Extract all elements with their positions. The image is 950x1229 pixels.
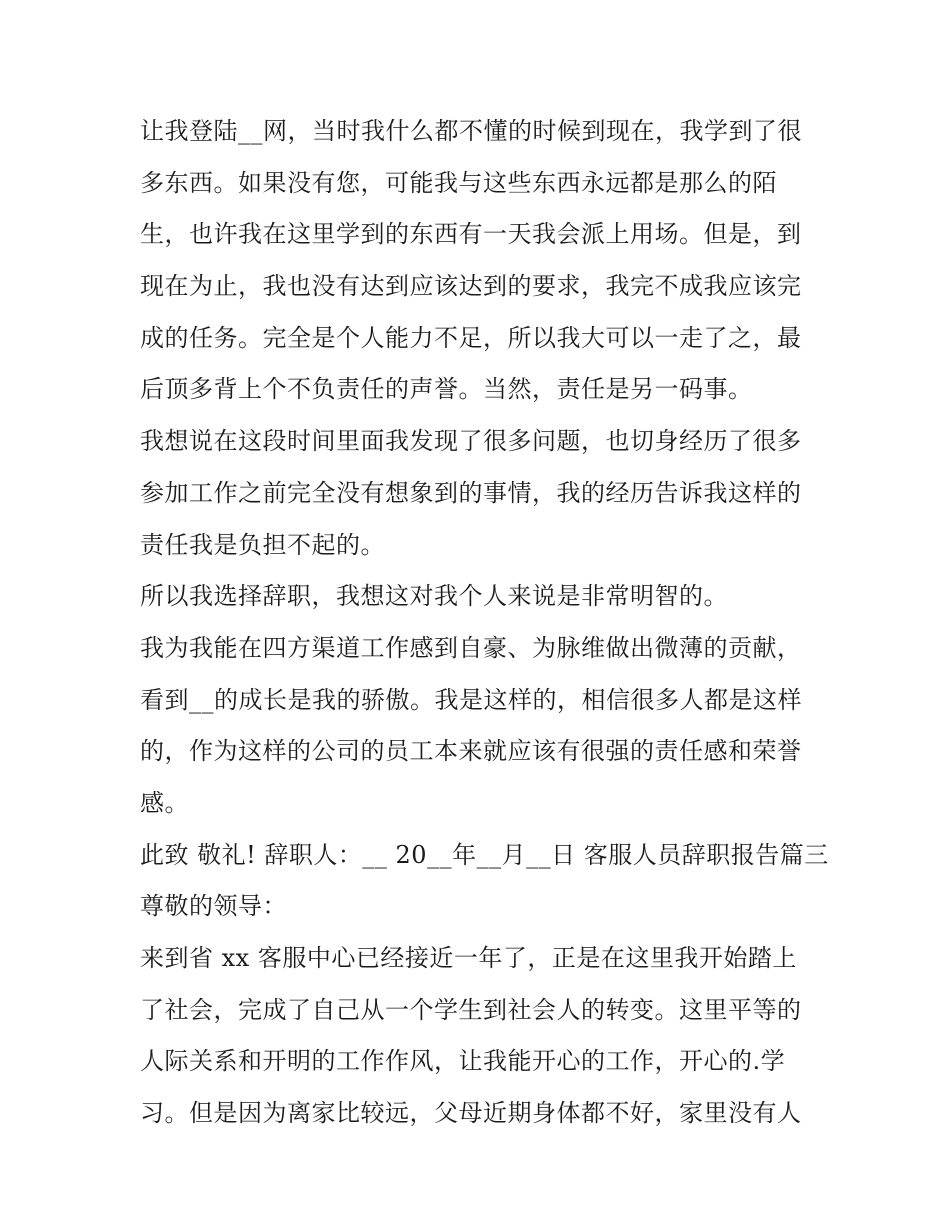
text-line: 责任我是负担不起的。	[140, 530, 385, 559]
text-line: 尊敬的领导：	[140, 892, 287, 921]
text-line: 我为我能在四方渠道工作感到自豪、为脉维做出微薄的贡献，	[140, 633, 802, 662]
text-line: 成的任务。完全是个人能力不足，所以我大可以一走了之，最	[140, 323, 802, 352]
text-line: 看到__的成长是我的骄傲。我是这样的，相信很多人都是这样	[140, 685, 802, 714]
text-line: 此致 敬礼! 辞职人：__ 20__年__月__日 客服人员辞职报告篇三	[140, 840, 829, 869]
text-line: 生，也许我在这里学到的东西有一天我会派上用场。但是，到	[140, 220, 802, 249]
text-line: 了社会，完成了自己从一个学生到社会人的转变。这里平等的	[140, 995, 802, 1024]
text-line: 多东西。如果没有您，可能我与这些东西永远都是那么的陌	[140, 168, 777, 197]
text-line: 现在为止，我也没有达到应该达到的要求，我完不成我应该完	[140, 272, 802, 301]
text-line: 后顶多背上个不负责任的声誉。当然，责任是另一码事。	[140, 375, 753, 404]
text-line: 我想说在这段时间里面我发现了很多问题，也切身经历了很多	[140, 427, 802, 456]
text-line: 的，作为这样的公司的员工本来就应该有很强的责任感和荣誉	[140, 737, 802, 766]
text-line: 参加工作之前完全没有想象到的事情，我的经历告诉我这样的	[140, 478, 802, 507]
text-line: 感。	[140, 788, 189, 817]
text-line: 人际关系和开明的工作作风，让我能开心的工作，开心的.学	[140, 1047, 786, 1076]
text-line: 来到省 xx 客服中心已经接近一年了，正是在这里我开始踏上	[140, 944, 797, 972]
text-line: 习。但是因为离家比较远，父母近期身体都不好，家里没有人	[140, 1099, 802, 1128]
document-body	[140, 106, 830, 1140]
text-line: 让我登陆__网，当时我什么都不懂的时候到现在，我学到了很	[140, 117, 802, 145]
text-line: 所以我选择辞职，我想这对我个人来说是非常明智的。	[140, 582, 728, 611]
